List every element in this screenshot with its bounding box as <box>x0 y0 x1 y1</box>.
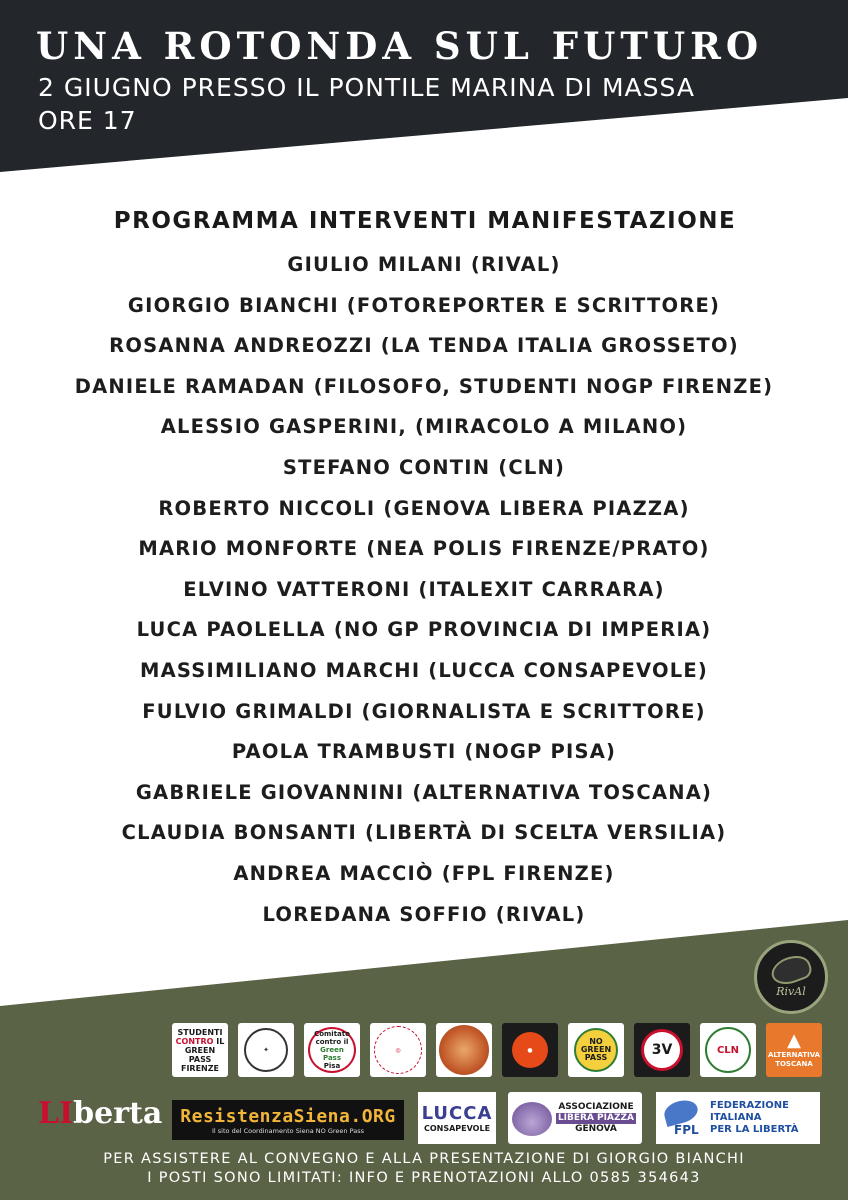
logo-liberta-di-scelta <box>502 1023 558 1077</box>
circle-emblem-icon: ◎ <box>374 1026 422 1074</box>
logo-genova-libera-piazza <box>508 1092 642 1144</box>
speaker-item: ALESSIO GASPERINI, (MIRACOLO A MILANO) <box>160 415 688 439</box>
speaker-list <box>0 245 848 935</box>
logo-text: LUCCA <box>421 1103 493 1124</box>
footer-line-2: I POSTI SONO LIMITATI: INFO E PRENOTAZIONI ALLO 0585 354643 <box>147 1170 701 1186</box>
supporter-logos-row-2 <box>38 1092 828 1144</box>
logo-text: IL <box>216 1036 225 1046</box>
programme-heading: PROGRAMMA INTERVENTI MANIFESTAZIONE <box>113 208 737 234</box>
event-location: 2 GIUGNO PRESSO IL PONTILE MARINA DI MASSA <box>38 73 695 102</box>
logo-cln <box>700 1023 756 1077</box>
triangle-icon: ▲ <box>787 1030 801 1051</box>
warrior-icon <box>439 1025 489 1075</box>
logo-text: PER LA LIBERTÀ <box>710 1124 799 1135</box>
logo-liberta <box>38 1096 162 1140</box>
logo-text: ALTERNATIVA TOSCANA <box>767 1051 821 1068</box>
logo-text: contro il <box>315 1038 349 1046</box>
rival-logo-text: RivAl <box>776 984 806 998</box>
logo-text: FEDERAZIONE <box>710 1100 789 1111</box>
speaker-item: FULVIO GRIMALDI (GIORNALISTA E SCRITTORE) <box>142 699 706 723</box>
logo-text: FIRENZE <box>180 1063 220 1073</box>
logo-warrior <box>436 1023 492 1077</box>
speaker-item: GIORGIO BIANCHI (FOTOREPORTER E SCRITTORE) <box>127 293 721 317</box>
logo-text: PASS <box>584 1053 608 1062</box>
logo-text: GENOVA <box>575 1123 617 1134</box>
logo-text: ResistenzaSiena.ORG <box>180 1105 396 1127</box>
logo-text: Comitato <box>314 1030 350 1038</box>
event-title: UNA ROTONDA SUL FUTURO <box>36 24 764 68</box>
logo-fpl <box>656 1092 820 1144</box>
speaker-item: MASSIMILIANO MARCHI (LUCCA CONSAPEVOLE) <box>140 658 708 682</box>
dove-icon <box>660 1095 706 1141</box>
logo-text: 3V <box>641 1029 683 1071</box>
speaker-item: ROSANNA ANDREOZZI (LA TENDA ITALIA GROSSETO) <box>109 334 739 358</box>
logo-text: FPL <box>674 1123 699 1137</box>
speaker-item: LOREDANA SOFFIO (RIVAL) <box>262 902 586 926</box>
skyline-icon <box>512 1102 552 1136</box>
circle-emblem-icon: ● <box>512 1032 548 1068</box>
speaker-item: ANDREA MACCIÒ (FPL FIRENZE) <box>233 861 615 885</box>
footer-info <box>0 1150 848 1188</box>
logo-circle-seal <box>238 1023 294 1077</box>
speaker-item: CLAUDIA BONSANTI (LIBERTÀ DI SCELTA VERSILIA) <box>121 821 727 845</box>
logo-text: NO <box>589 1037 603 1046</box>
logo-no-green-pass <box>568 1023 624 1077</box>
logo-text: ASSOCIAZIONE <box>558 1101 634 1112</box>
logo-nuclei-territoriali <box>370 1023 426 1077</box>
speaker-item: GABRIELE GIOVANNINI (ALTERNATIVA TOSCANA) <box>135 780 713 804</box>
logo-text: CONTRO <box>175 1036 214 1046</box>
logo-text: Il sito del Coordinamento Siena NO Green Pass <box>212 1126 364 1135</box>
logo-3v <box>634 1023 690 1077</box>
logo-alternativa-toscana <box>766 1023 822 1077</box>
speaker-item: DANIELE RAMADAN (FILOSOFO, STUDENTI NOGP FIRENZE) <box>74 374 774 398</box>
logo-text: GREEN <box>580 1045 612 1054</box>
logo-text: CLN <box>705 1027 751 1073</box>
footer-line-1: PER ASSISTERE AL CONVEGNO E ALLA PRESENTAZIONE DI GIORGIO BIANCHI <box>103 1151 745 1167</box>
speaker-item: GIULIO MILANI (RIVAL) <box>287 253 561 276</box>
logo-text: GREEN PASS <box>184 1045 216 1064</box>
speaker-item: ELVINO VATTERONI (ITALEXIT CARRARA) <box>183 577 665 601</box>
seal-icon: ✦ <box>244 1028 288 1072</box>
logo-resistenza-siena <box>172 1100 404 1140</box>
logo-comitato-green-pass-pisa <box>304 1023 360 1077</box>
event-time: ORE 17 <box>38 106 137 135</box>
speaker-item: MARIO MONFORTE (NEA POLIS FIRENZE/PRATO) <box>138 537 710 561</box>
logo-text: Green Pass <box>320 1046 344 1062</box>
logo-text: LIBERA PIAZZA <box>557 1112 634 1123</box>
logo-lucca-consapevole <box>418 1092 496 1144</box>
bird-icon <box>768 950 814 988</box>
logo-text: LI <box>38 1096 74 1131</box>
logo-text: ITALIANA <box>710 1112 762 1123</box>
logo-text: CONSAPEVOLE <box>423 1124 491 1133</box>
speaker-item: STEFANO CONTIN (CLN) <box>282 455 566 479</box>
speaker-item: PAOLA TRAMBUSTI (NOGP PISA) <box>231 740 617 764</box>
rival-logo <box>754 940 828 1014</box>
logo-text: Pisa <box>323 1062 341 1070</box>
logo-text: STUDENTI <box>177 1027 223 1037</box>
programme-section <box>0 205 848 935</box>
speaker-item: LUCA PAOLELLA (NO GP PROVINCIA DI IMPERIA) <box>136 618 712 642</box>
speaker-item: ROBERTO NICCOLI (GENOVA LIBERA PIAZZA) <box>158 496 690 520</box>
logo-studenti-contro-green-pass <box>172 1023 228 1077</box>
supporter-logos-row-1 <box>172 1023 822 1077</box>
logo-text: berta <box>73 1096 163 1131</box>
